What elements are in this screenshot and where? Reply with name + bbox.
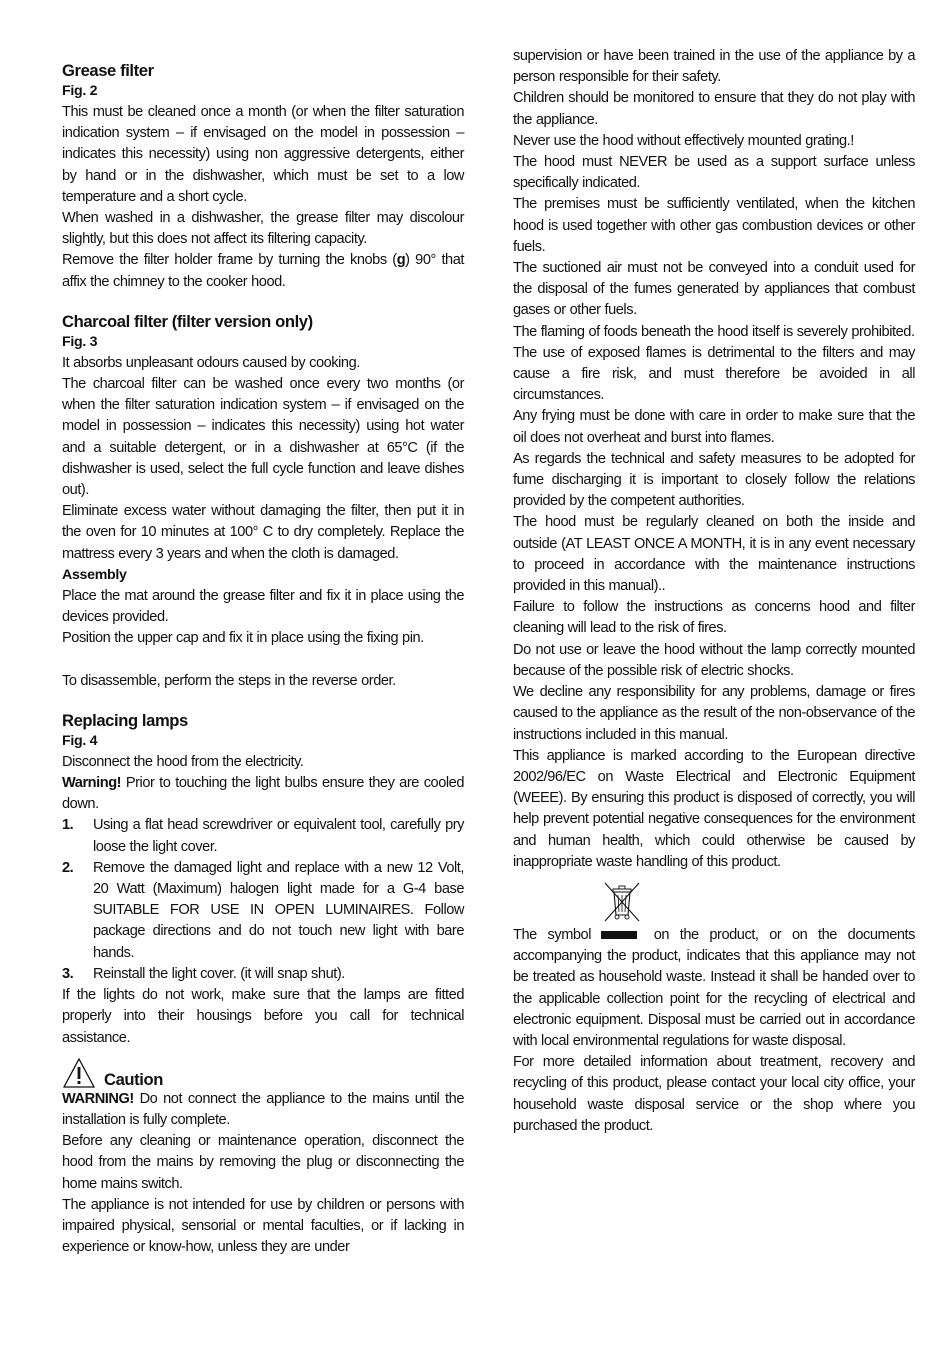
assembly-heading: Assembly xyxy=(62,566,127,583)
left-column xyxy=(62,46,464,1258)
right-paragraph-1: supervision or have been trained in the use of the appliance by a person responsible for their safety. xyxy=(513,48,915,86)
right-paragraph-11: The hood must be regularly cleaned on both the inside and outside (AT LEAST ONCE A MONTH, it is in any event necessary to proceed in accordance with the maintenance instructions provided in this manual).. xyxy=(513,514,915,595)
right-paragraph-9: Any frying must be done with care in order to make sure that the oil does not overheat and burst into flames. xyxy=(513,408,915,446)
lamp-step-1: 1. Using a flat head screwdriver or equivalent tool, carefully pry loose the light cover. xyxy=(62,817,464,855)
right-column xyxy=(513,46,915,1137)
warning-triangle-icon xyxy=(62,1057,96,1089)
caution-heading-row xyxy=(62,1053,464,1089)
grease-paragraph-1: This must be cleaned once a month (or when the filter saturation indication system – if envisaged on the model in possession – indicates this necessity) using non aggressive detergents, either by hand or in the dishwasher, which must be set to a low temperature and a short cycle. xyxy=(62,104,464,205)
replacing-lamps-heading: Replacing lamps xyxy=(62,710,188,730)
grease-paragraph-2: When washed in a dishwasher, the grease filter may discolour slightly, but this does not affect its filtering capacity. xyxy=(62,210,464,248)
lamp-step-3: 3. Reinstall the light cover. (it will snap shut). xyxy=(62,965,345,982)
assembly-paragraph-2: Position the upper cap and fix it in place using the fixing pin. xyxy=(62,630,424,647)
right-paragraph-7: The flaming of foods beneath the hood itself is severely prohibited. xyxy=(513,323,915,340)
crossed-bin-icon xyxy=(599,879,645,925)
caution-paragraph-2: The appliance is not intended for use by children or persons with impaired physical, sensorial or mental faculties, or if lacking in experience or know-how, unless they are under xyxy=(62,1196,464,1256)
charcoal-paragraph-2: The charcoal filter can be washed once every two months (or when the filter saturation indication system – if envisaged on the model in possession – indicates this necessity) using hot water and a suitable detergent, or in a dishwasher at 65°C (if the dishwasher is used, select the full cycle function and leave dishes out). xyxy=(62,376,464,499)
right-paragraph-6: The suctioned air must not be conveyed into a conduit used for the disposal of the fumes generated by appliances that combust gases or other fuels. xyxy=(513,260,915,319)
replacing-lamps-fig: Fig. 4 xyxy=(62,732,98,749)
grease-filter-fig: Fig. 2 xyxy=(62,83,98,99)
right-paragraph-13: Do not use or leave the hood without the lamp correctly mounted because of the possible risk of electric shocks. xyxy=(513,641,915,679)
lamp-step-2: 2. Remove the damaged light and replace with a new 12 Volt, 20 Watt (Maximum) halogen light made for a G-4 base SUITABLE FOR USE IN OPEN LUMINAIRES. Follow package directions and do not touch new light with bare hands. xyxy=(62,859,464,961)
grease-filter-heading: Grease filter xyxy=(62,61,154,80)
right-paragraph-10: As regards the technical and safety measures to be adopted for fume discharging it is important to closely follow the relations provided by the competent authorities. xyxy=(513,450,915,510)
right-paragraph-12: Failure to follow the instructions as concerns hood and filter cleaning will lead to the risk of fires. xyxy=(513,599,915,637)
right-paragraph-5: The premises must be sufficiently ventilated, when the kitchen hood is used together with other gas combustion devices or other fuels. xyxy=(513,196,915,255)
caution-heading: Caution xyxy=(104,1069,163,1089)
weee-symbol-area xyxy=(513,879,915,925)
charcoal-filter-heading: Charcoal filter (filter version only) xyxy=(62,311,313,331)
lamps-paragraph-2: If the lights do not work, make sure that the lamps are fitted properly into their housings before you call for technical assistance. xyxy=(62,987,464,1046)
assembly-paragraph-1: Place the mat around the grease filter and fix it in place using the devices provided. xyxy=(62,587,464,626)
grease-paragraph-3: Remove the filter holder frame by turning the knobs (g) 90° that affix the chimney to the cooker hood. xyxy=(62,252,464,290)
symbol-bar-icon xyxy=(601,931,637,939)
caution-warning: WARNING! Do not connect the appliance to the mains until the installation is fully complete. xyxy=(62,1090,464,1128)
charcoal-filter-fig: Fig. 3 xyxy=(62,333,98,350)
right-paragraph-8: The use of exposed flames is detrimental to the filters and may cause a fire risk, and must therefore be avoided in all circumstances. xyxy=(513,344,915,404)
lamps-warning: Warning! Prior to touching the light bulbs ensure they are cooled down. xyxy=(62,775,464,813)
charcoal-paragraph-1: It absorbs unpleasant odours caused by cooking. xyxy=(62,354,360,371)
symbol-paragraph: The symbol on the product, or on the documents accompanying the product, indicates that this appliance may not be treated as household waste. Instead it shall be handed over to the applicable collection point for the recycling of electrical and electronic equipment. Disposal must be carried out in accordance with local environmental regulations for waste disposal. xyxy=(513,926,915,1049)
right-paragraph-15: This appliance is marked according to the European directive 2002/96/EC on Waste Electrical and Electronic Equipment (WEEE). By ensuring this product is disposed of correctly, you will help prevent potential negative consequences for the environment and human health, which could otherwise be caused by inappropriate waste handling of this product. xyxy=(513,747,915,870)
right-paragraph-2: Children should be monitored to ensure that they do not play with the appliance. xyxy=(513,90,915,128)
final-paragraph: For more detailed information about treatment, recovery and recycling of this product, please contact your local city office, your household waste disposal service or the shop where you purchased the product. xyxy=(513,1054,915,1134)
caution-paragraph-1: Before any cleaning or maintenance operation, disconnect the hood from the mains by removing the plug or disconnecting the home mains switch. xyxy=(62,1133,464,1192)
right-paragraph-14: We decline any responsibility for any problems, damage or fires caused to the appliance as the result of the non-observance of the instructions included in this manual. xyxy=(513,684,915,743)
lamps-paragraph-1: Disconnect the hood from the electricity. xyxy=(62,753,304,770)
knob-letter: g xyxy=(396,252,406,269)
charcoal-paragraph-3: Eliminate excess water without damaging the filter, then put it in the oven for 10 minutes at 100° C to dry completely. Replace the mattress every 3 years and when the cloth is damaged. xyxy=(62,503,464,562)
right-paragraph-3: Never use the hood without effectively mounted grating.! xyxy=(513,132,854,149)
disassemble-paragraph: To disassemble, perform the steps in the reverse order. xyxy=(62,672,396,689)
right-paragraph-4: The hood must NEVER be used as a support surface unless specifically indicated. xyxy=(513,154,915,192)
